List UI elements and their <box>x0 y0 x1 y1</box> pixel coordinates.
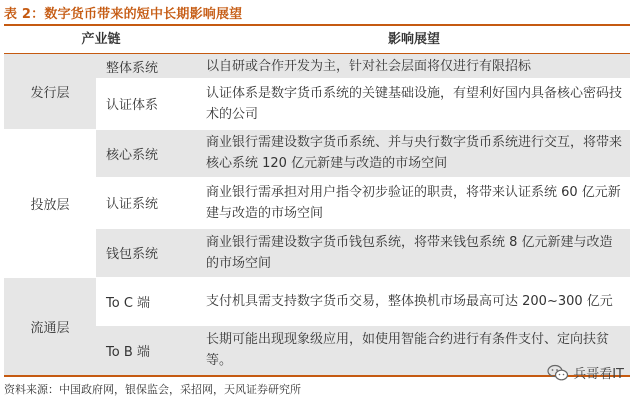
header-chain: 产业链 <box>81 32 121 47</box>
table-header <box>4 26 630 54</box>
group-divider <box>4 277 630 278</box>
sub-core-system: 核心系统 <box>96 129 194 177</box>
desc-auth-system: 商业银行需承担对用户指令初步验证的职责，将带来认证系统 60 亿元新建与改造的市场空间 <box>206 184 621 221</box>
desc-wallet-system: 商业银行需建设数字货币钱包系统，将带来钱包系统 8 亿元新建与改造的市场空间 <box>194 228 630 277</box>
sub-auth-system: 认证系统 <box>106 197 159 212</box>
wechat-icon <box>547 364 569 382</box>
group-issuance: 发行层 <box>4 54 96 129</box>
desc-core-system: 商业银行需建设数字货币系统、并与央行数字货币系统进行交互，将带来核心系统 120 亿元新建与改造的市场空间 <box>194 129 630 177</box>
desc-overall-system: 以自研或合作开发为主，针对社会层面将仅进行有限招标 <box>194 54 630 78</box>
group-distribution: 投放层 <box>30 197 70 213</box>
row-divider <box>96 228 630 229</box>
desc-auth-framework: 认证体系是数字货币系统的关键基础设施，有望利好国内具备核心密码技术的公司 <box>206 85 623 122</box>
desc-to-b: 长期可能出现现象级应用，如使用智能合约进行有条件支付、定向扶贫等。 <box>194 325 630 375</box>
sub-to-c: To C 端 <box>106 295 151 311</box>
header-impact: 影响展望 <box>387 32 440 47</box>
group-circulation: 流通层 <box>4 277 96 375</box>
source-note: 资料来源：中国政府网，银保监会，采招网，天风证券研究所 <box>4 383 301 396</box>
sub-auth-framework: 认证体系 <box>106 98 159 113</box>
sub-to-b: To B 端 <box>96 325 194 375</box>
sub-wallet-system: 钱包系统 <box>96 228 194 277</box>
sub-overall-system: 整体系统 <box>96 54 194 78</box>
table-title: 表 2：数字货币带来的短中长期影响展望 <box>4 7 243 22</box>
row-divider <box>96 177 630 178</box>
row-divider <box>96 78 630 79</box>
row-divider <box>96 325 630 326</box>
watermark-text: 兵哥看IT <box>573 367 624 382</box>
table-bottom-divider <box>4 375 630 377</box>
group-divider <box>4 129 630 130</box>
desc-to-c: 支付机具需支持数字货币交易，整体换机市场最高可达 200~300 亿元 <box>206 293 613 309</box>
watermark <box>547 363 624 382</box>
